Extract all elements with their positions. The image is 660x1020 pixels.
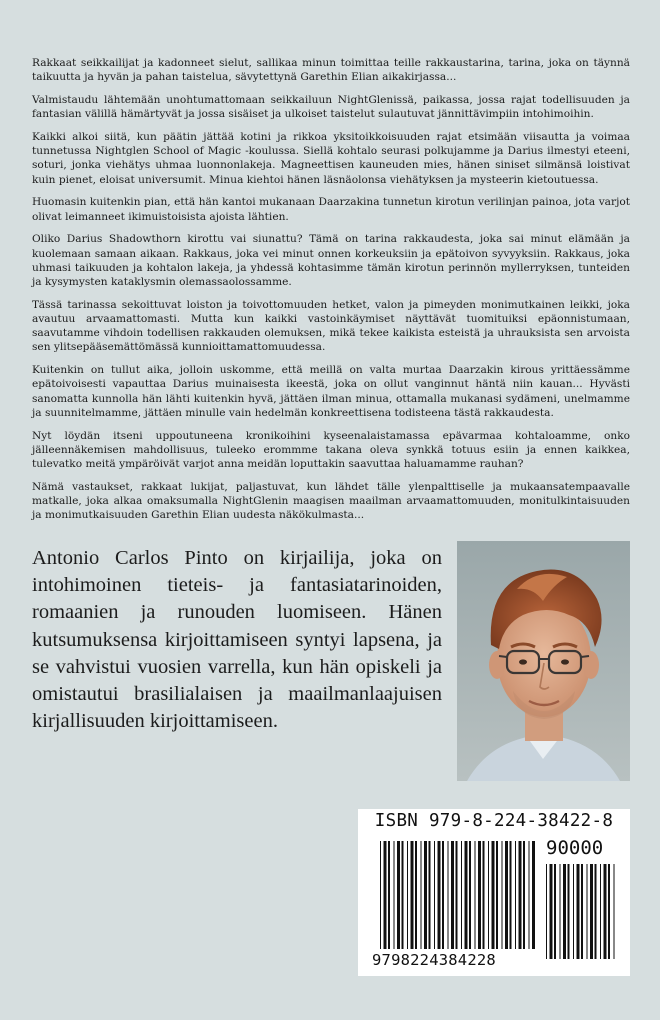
blurb-paragraph-9: Nämä vastaukset, rakkaat lukijat, paljastuvat, kun lähdet tälle ylenpalttiselle ja mukaansatempaavalle matkalle, joka alkaa omaksumalla NightGlenin maagisen maailman arvaamattomuuden, monitulkintaisuuden ja monimutkaisuuden Garethin Elian uudesta näkökulmasta... xyxy=(32,480,630,522)
barcode-bar xyxy=(577,864,580,959)
price-code: 90000 xyxy=(546,837,604,859)
author-bio: Antonio Carlos Pinto on kirjailija, joka on intohimoinen tieteis- ja fantasiatarinoiden, romaanien ja runouden luomiseen. Hänen kutsumuksensa kirjoittamiseen syntyi lapsena, ja se vahvistui vuosien varrella, kun hän opiskeli ja omistautui brasilialaisen ja maailmanlaajuisen kirjallisuuden kirjoittamiseen. xyxy=(32,547,442,733)
barcode-bar xyxy=(380,841,381,949)
barcode-bar xyxy=(384,841,387,949)
barcode-bar xyxy=(397,841,400,949)
blurb-paragraph-5: Oliko Darius Shadowthorn kirottu vai siunattu? Tämä on tarina rakkaudesta, joka sai minut elämään ja kuolemaan samaan aikaan. Rakkaus, joka vei minut onnen korkeuksiin ja epätoivon syvyyksiin. Rakkaus, joka uhmasi taikuuden ja kohtalon lakeja, ja yhdessä kohtasimme tämän kirotun perinnön myllerryksen, tunteiden ja kysymysten kataklysmin olemassaolossamme. xyxy=(32,233,630,289)
barcode-bar xyxy=(465,841,468,949)
barcode-bar xyxy=(483,841,485,949)
barcode-bar xyxy=(546,864,547,959)
barcode-bar xyxy=(529,841,530,949)
barcode-bar xyxy=(515,841,516,949)
barcode-bar xyxy=(451,841,454,949)
barcode-bar xyxy=(532,841,535,949)
ean-digits: 9798224384228 xyxy=(372,951,496,969)
barcode-bar xyxy=(554,864,556,959)
barcode-bar xyxy=(478,841,481,949)
barcode-bar xyxy=(505,841,508,949)
barcode-bar xyxy=(523,841,525,949)
barcode-bar xyxy=(600,864,601,959)
barcode-bar xyxy=(587,864,588,959)
isbn-barcode xyxy=(358,809,630,976)
barcode-bar xyxy=(488,841,489,949)
barcode-bar xyxy=(496,841,498,949)
blurb-paragraph-8: Nyt löydän itseni uppoutuneena kronikoihini kyseenalaistamassa epävarmaa kohtaloamme, onko jälleennäkemisen mahdollisuus, tuleeko erommme takana oleva synkkä totuus esiin ja ennen kaikkea, tulevatko meitä ympäröivät varjot anna meidän loputtakin saavuttaa haluamamme rauhan? xyxy=(32,429,630,471)
back-cover-blurb xyxy=(32,56,630,531)
barcode-bar xyxy=(550,864,553,959)
isbn-label: ISBN 979-8-224-38422-8 xyxy=(374,811,614,831)
barcode-bar xyxy=(442,841,444,949)
barcode-bar xyxy=(415,841,417,949)
blurb-paragraph-6: Tässä tarinassa sekoittuvat loiston ja toivottomuuden hetket, valon ja pimeyden monimutkainen leikki, joka avautuu arvaamattomasti. Mutta kun kaikki vastoinkäymiset näyttävät tuomituiksi epäonnistumaan, saavutamme vihdoin todellisen rakkauden olemuksen, mikä tekee kaikista esteistä ja uhrauksista sen arvoista sen ylitsepääsemättömässä kunnioittamattomuudessa. xyxy=(32,298,630,354)
barcode-bar xyxy=(492,841,495,949)
barcode-bar xyxy=(469,841,471,949)
barcode-bar xyxy=(429,841,431,949)
barcode-bar xyxy=(456,841,458,949)
blurb-paragraph-4: Huomasin kuitenkin pian, että hän kantoi mukanaan Daarzakina tunnetun kirotun verilinjan painoa, jota varjot olivat leimanneet ikimuistoisista ajoista lähtien. xyxy=(32,196,630,223)
barcode-bar xyxy=(407,841,408,949)
barcode-bar xyxy=(438,841,441,949)
barcode-bar xyxy=(519,841,522,949)
barcode-bar xyxy=(604,864,607,959)
barcode-bar xyxy=(573,864,574,959)
author-photo xyxy=(457,541,630,781)
blurb-paragraph-2: Valmistaudu lähtemään unohtumattomaan seikkailuun NightGlenissä, paikassa, jossa rajat todellisuuden ja fantasian välillä hämärtyvät ja jossa sisäiset ja ulkoiset taistelut sulautuvat jännittävimpiin intohimoihin. xyxy=(32,94,630,121)
barcode-bar xyxy=(560,864,561,959)
barcode-bar xyxy=(590,864,593,959)
barcode-bar xyxy=(475,841,476,949)
barcode-bar xyxy=(614,864,615,959)
barcode-bar xyxy=(563,864,566,959)
blurb-paragraph-7: Kuitenkin on tullut aika, jolloin uskomme, että meillä on valta murtaa Daarzakin kirous yrittäessämme epätoivoisesti vapauttaa Darius muinaisesta ikeestä, joka on ollut vanginnut häntä niin kauan... Hyvästi sanomatta kunnolla hän lähti kuitenkin hyvä, jättäen ilman minua, ottamalla mukanasi sydämeni, unelmamme ja suunnitelmamme, jättäen minulle vain hedelmän konkreettisena todisteena tästä rakkaudesta. xyxy=(32,364,630,419)
barcode-bar xyxy=(581,864,583,959)
barcode-bar xyxy=(595,864,597,959)
barcode-bar xyxy=(434,841,435,949)
barcode-bar xyxy=(421,841,422,949)
blurb-paragraph-3: Kaikki alkoi siitä, kun päätin jättää kotini ja rikkoa yksitoikkoisuuden rajat etsimään viisautta ja voimaa tunnetussa Nightglen School of Magic -koulussa. Siellä kohtalo seurasi polkujamme ja Darius ilmestyi eteeni, soturi, jonka viehätys uhmaa luonnonlakeja. Magneettisen kauneuden mies, hänen siniset silmänsä loistivat kuin pienet, eloisat universumit. Minua kiehtoi hänen läsnäolonsa viehätyksen ja mysteerin kietoutuessa. xyxy=(32,131,630,186)
barcode-bar xyxy=(424,841,427,949)
barcode-bar xyxy=(402,841,404,949)
barcode-bar xyxy=(448,841,449,949)
barcode-bar xyxy=(608,864,610,959)
barcode-bar xyxy=(461,841,462,949)
barcode-bar xyxy=(568,864,570,959)
blurb-paragraph-1: Rakkaat seikkailijat ja kadonneet sielut, sallikaa minun toimittaa teille rakkaustarina, tarina, joka on täynnä taikuutta ja hyvän ja pahan taistelua, sävytettynä Garethin Elian aikakirjassa... xyxy=(32,57,630,84)
barcode-bar xyxy=(510,841,512,949)
barcode-bar xyxy=(388,841,390,949)
barcode-bar xyxy=(502,841,503,949)
barcode-bar xyxy=(411,841,414,949)
barcode-bar xyxy=(394,841,395,949)
